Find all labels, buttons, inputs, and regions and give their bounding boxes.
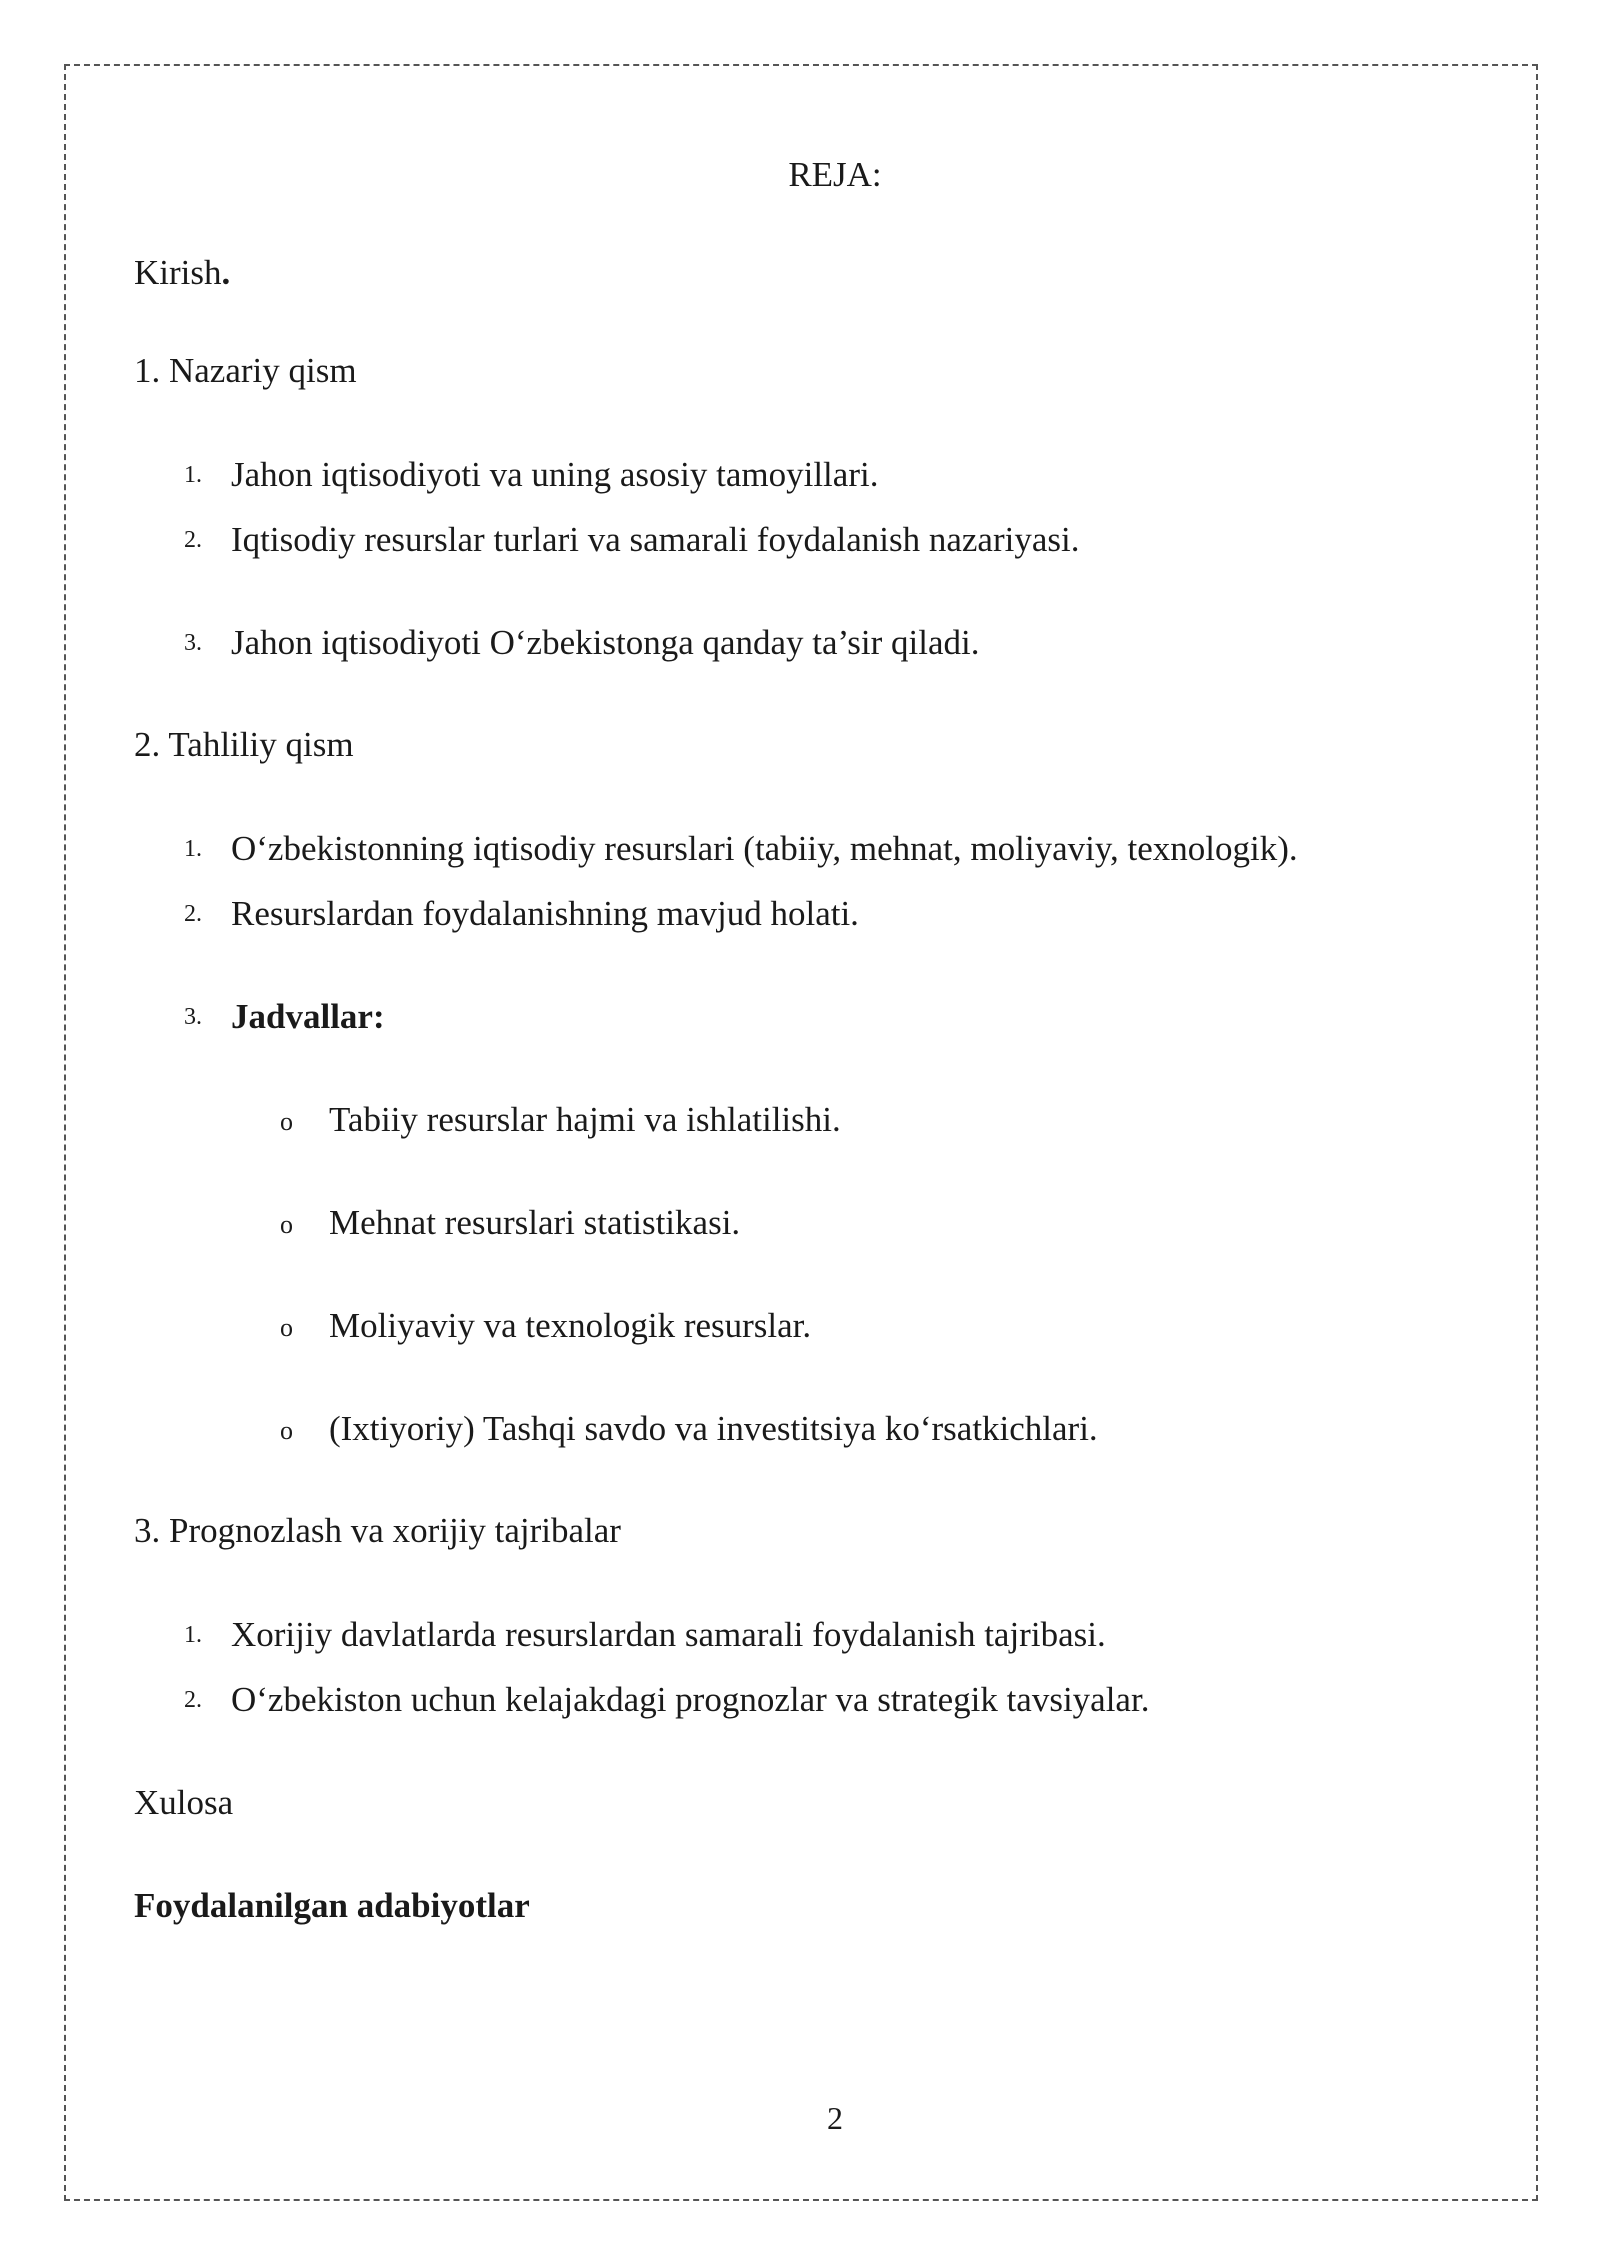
section-1-heading: 1. Nazariy qism [134,351,357,390]
conclusion-heading: Xulosa [134,1783,234,1822]
page-number: 2 [827,2100,843,2136]
list-number: 1. [184,836,202,862]
list-item: Jahon iqtisodiyoti O‘zbekistonga qanday ta’sir qiladi. [231,623,980,662]
bullet-marker: o [280,1107,293,1136]
bullet-item: Tabiiy resurslar hajmi va ishlatilishi. [329,1100,841,1139]
list-number: 3. [184,1004,202,1030]
list-number: 2. [184,901,202,927]
bullet-marker: o [280,1416,293,1445]
list-number: 3. [184,630,202,656]
list-item: Iqtisodiy resurslar turlari va samarali foydalanish nazariyasi. [231,520,1080,559]
tables-heading: Jadvallar: [231,997,385,1036]
bullet-item: Moliyaviy va texnologik resurslar. [329,1306,812,1345]
list-item: Resurslardan foydalanishning mavjud holati. [231,894,859,933]
bullet-item: (Ixtiyoriy) Tashqi savdo va investitsiya ko‘rsatkichlari. [329,1409,1098,1448]
list-number: 1. [184,1622,202,1648]
list-number: 2. [184,527,202,553]
bullet-item: Mehnat resurslari statistikasi. [329,1203,741,1242]
list-number: 2. [184,1687,202,1713]
bullet-marker: o [280,1313,293,1342]
list-item: Xorijiy davlatlarda resurslardan samarali foydalanish tajribasi. [231,1615,1106,1654]
bullet-marker: o [280,1210,293,1239]
list-item: Jahon iqtisodiyoti va uning asosiy tamoyillari. [231,455,879,494]
list-item: O‘zbekistonning iqtisodiy resurslari (tabiiy, mehnat, moliyaviy, texnologik). [231,829,1298,868]
references-heading: Foydalanilgan adabiyotlar [134,1886,530,1925]
list-item: O‘zbekiston uchun kelajakdagi prognozlar va strategik tavsiyalar. [231,1680,1150,1719]
list-number: 1. [184,462,202,488]
section-2-heading: 2. Tahliliy qism [134,725,354,764]
intro-heading: Kirish. [134,253,231,292]
page-title: REJA: [788,155,882,194]
section-3-heading: 3. Prognozlash va xorijiy tajribalar [134,1511,621,1550]
